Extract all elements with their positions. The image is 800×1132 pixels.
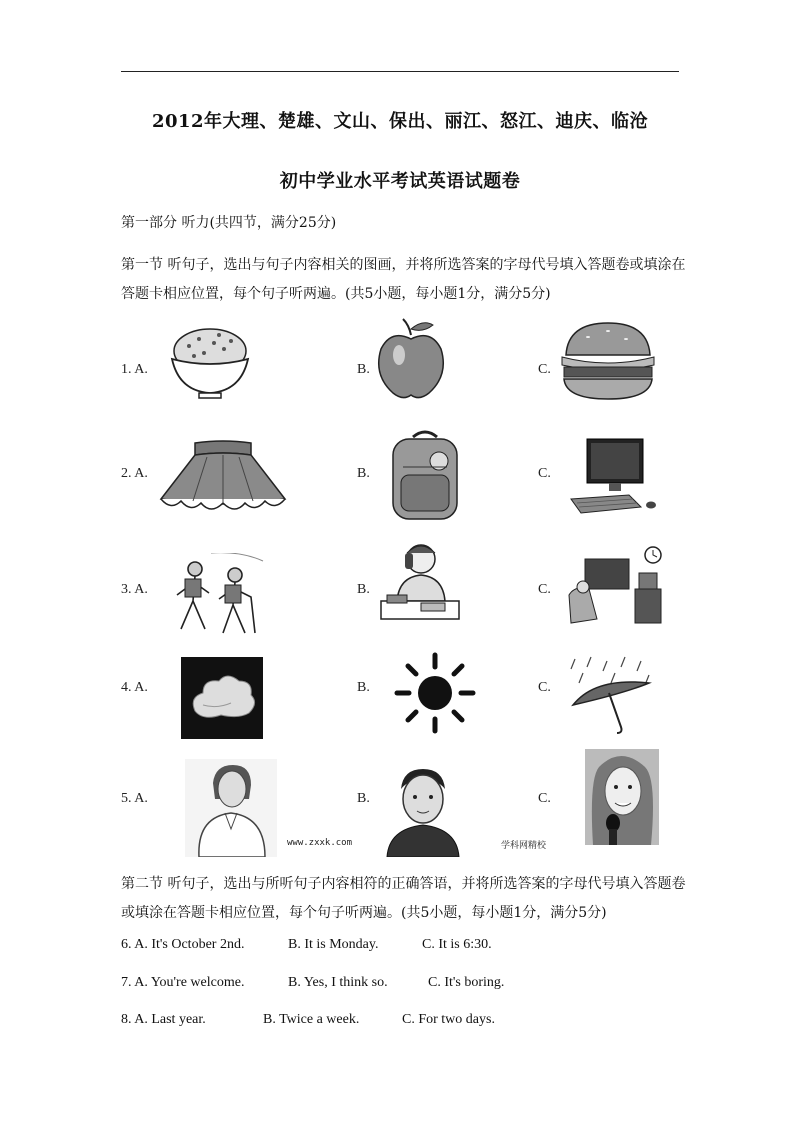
option-c-label: C.	[538, 362, 551, 377]
question-7-option-c: C. It's boring.	[428, 975, 505, 990]
watermark-url: www.zxxk.com	[287, 838, 353, 848]
hamburger-icon	[558, 319, 658, 403]
sun-icon	[393, 651, 477, 735]
rain-umbrella-icon	[565, 655, 657, 739]
picture-row-2	[121, 423, 678, 533]
option-c-label: C.	[538, 680, 551, 695]
skirt-icon	[157, 437, 289, 517]
title-line-1: 2012年大理、楚雄、文山、保出、丽江、怒江、迪庆、临沧	[151, 111, 649, 132]
option-b-label: B.	[357, 362, 370, 377]
row-number-label: 5. A.	[121, 791, 148, 806]
section1-instructions: 第一节 听句子，选出与句子内容相关的图画，并将所选答案的字母代号填入答题卷或填涂在答题卡相应位置，每个句子听两遍。(共5小题，每小题1分，满分5分)	[121, 257, 686, 302]
row-number-label: 3. A.	[121, 582, 148, 597]
picture-questions	[121, 311, 678, 857]
picture-row-3	[121, 539, 678, 649]
title-line-2: 初中学业水平考试英语试题卷	[279, 171, 521, 192]
cloud-icon	[181, 657, 263, 739]
row-number-label: 2. A.	[121, 466, 148, 481]
question-8-option-a: 8. A. Last year.	[121, 1012, 206, 1027]
tv-room-icon	[565, 545, 669, 629]
phone-boy-icon	[377, 539, 461, 623]
girl-microphone-icon	[585, 749, 659, 845]
question-8-option-b: B. Twice a week.	[263, 1012, 360, 1027]
watermark-school: 学科网精校	[501, 841, 547, 851]
option-b-label: B.	[357, 791, 370, 806]
part1-heading: 第一部分 听力(共四节，满分25分)	[121, 215, 337, 231]
computer-icon	[563, 433, 663, 521]
option-c-label: C.	[538, 582, 551, 597]
question-7-option-a: 7. A. You're welcome.	[121, 975, 245, 990]
picture-row-4	[121, 651, 678, 761]
row-number-label: 1. A.	[121, 362, 148, 377]
option-c-label: C.	[538, 791, 551, 806]
picture-row-1	[121, 311, 678, 421]
hiking-people-icon	[171, 553, 267, 639]
question-6-option-a: 6. A. It's October 2nd.	[121, 937, 245, 952]
top-rule	[121, 71, 679, 72]
boy-portrait-icon	[385, 765, 461, 857]
question-6-option-c: C. It is 6:30.	[422, 937, 492, 952]
rice-bowl-icon	[169, 321, 251, 401]
option-b-label: B.	[357, 680, 370, 695]
woman-portrait-icon	[185, 759, 277, 857]
apple-icon	[371, 315, 451, 401]
option-b-label: B.	[357, 466, 370, 481]
backpack-icon	[383, 427, 467, 525]
question-8-option-c: C. For two days.	[402, 1012, 495, 1027]
picture-row-5	[121, 749, 678, 857]
row-number-label: 4. A.	[121, 680, 148, 695]
option-c-label: C.	[538, 466, 551, 481]
question-7-option-b: B. Yes, I think so.	[288, 975, 388, 990]
option-b-label: B.	[357, 582, 370, 597]
question-6-option-b: B. It is Monday.	[288, 937, 379, 952]
section2-instructions: 第二节 听句子，选出与所听句子内容相符的正确答语，并将所选答案的字母代号填入答题卷或填涂在答题卡相应位置，每个句子听两遍。(共5小题，每小题1分，满分5分)	[121, 876, 686, 921]
